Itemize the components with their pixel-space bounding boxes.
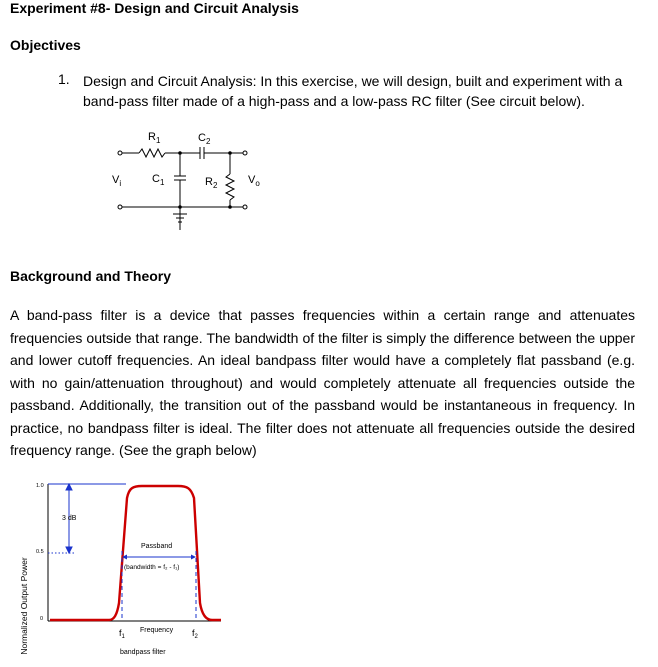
resistor-r2 <box>226 174 234 200</box>
label-c2: $C_2$ <box>198 132 211 146</box>
bandpass-circuit-diagram <box>108 126 268 230</box>
x-axis-label: Frequency <box>140 627 174 634</box>
f2-label: $f_2$ <box>192 628 198 640</box>
label-vi: $V_i$ <box>112 174 122 188</box>
y-tick-05: 0.5 <box>36 549 44 555</box>
label-vo: $V_o$ <box>248 174 260 188</box>
background-heading: Background and Theory <box>10 268 172 284</box>
db-label: 3 dB <box>62 515 77 522</box>
background-paragraph: A band-pass filter is a device that passes frequencies within a certain range and attenuates frequencies outside that range. The bandwidth of the filter is simply the difference between the upper and lower cutoff frequencies. An ideal bandpass filter would have a completely flat passband (e.g. with no gain/attenuation throughout) and would completely attenuate all frequencies outside the passband. Additionally, the transition out of the passband would be instantaneous in frequency. In practice, no bandpass filter is ideal. The filter does not attenuate all frequencies outside the desired frequency range. (See the graph below) <box>10 307 635 458</box>
y-axis-label: Normalized Output Power <box>19 557 29 655</box>
bandpass-response-graph <box>16 478 226 660</box>
graph-caption: bandpass filter <box>120 649 166 656</box>
response-curve <box>50 486 221 620</box>
bandwidth-label: (bandwidth = f₂ - f₁) <box>124 564 180 571</box>
objective-item-number: 1. <box>58 71 70 87</box>
objectives-heading: Objectives <box>10 37 81 53</box>
objective-item-text: Design and Circuit Analysis: In this exercise, we will design, built and experiment with a band-pass filter made of a high-pass and a low-pass RC filter (See circuit below). <box>83 73 623 109</box>
document-title: Experiment #8- Design and Circuit Analysis <box>10 0 299 16</box>
f1-label: $f_1$ <box>119 628 125 640</box>
passband-label: Passband <box>141 543 173 550</box>
label-r1: $R_1$ <box>148 131 161 145</box>
y-tick-0: 0 <box>40 616 44 622</box>
label-c1: $C_1$ <box>152 173 165 187</box>
y-tick-1: 1.0 <box>36 483 44 489</box>
resistor-r1 <box>139 149 165 157</box>
label-r2: $R_2$ <box>205 176 218 190</box>
